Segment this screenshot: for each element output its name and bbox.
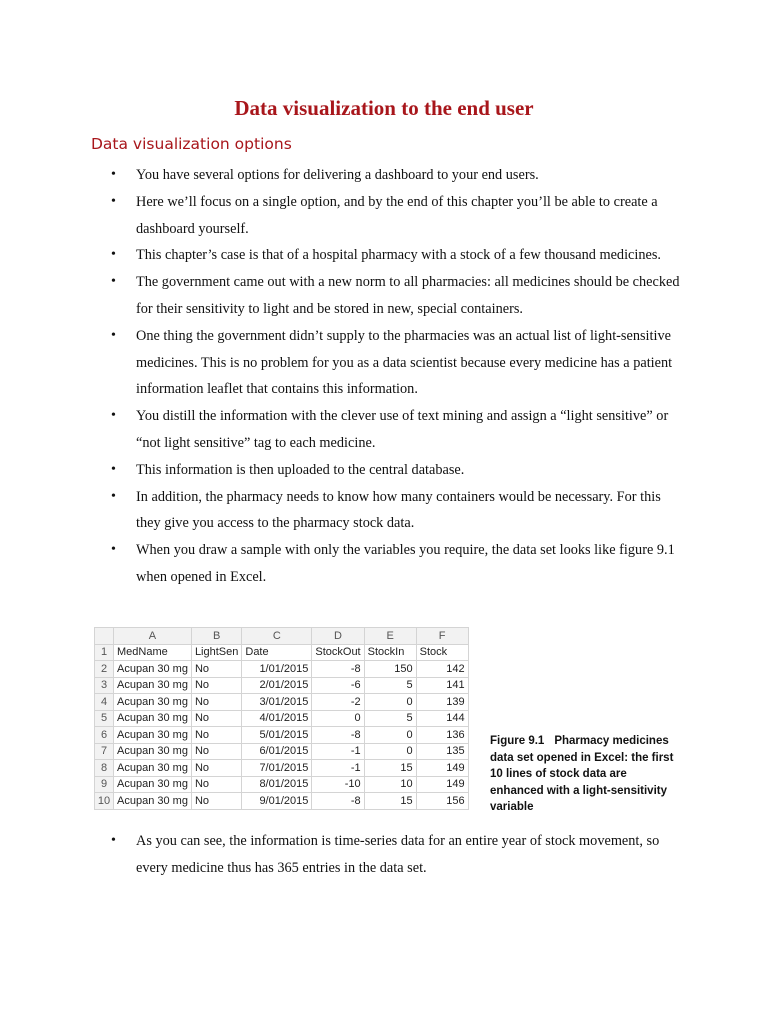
table-row (95, 727, 469, 744)
cell-lightsen: No (191, 677, 241, 694)
cell-medname: Acupan 30 mg (114, 694, 192, 711)
cell-medname: Acupan 30 mg (114, 661, 192, 678)
column-header: StockIn (364, 644, 416, 661)
list-item (0, 484, 768, 538)
list-item (0, 537, 768, 591)
spreadsheet-table (94, 627, 469, 810)
bullet-icon: • (111, 167, 116, 182)
list-item (0, 457, 768, 484)
cell-stock: 156 (416, 793, 468, 810)
bullet-icon: • (111, 408, 116, 424)
column-letter-row (95, 628, 469, 645)
list-item-text: Here we’ll focus on a single option, and by the end of this chapter you’ll be able to create a dashboard yourself. (136, 193, 658, 237)
bullet-icon: • (111, 542, 116, 558)
cell-stockout: -8 (312, 661, 364, 678)
cell-medname: Acupan 30 mg (114, 743, 192, 760)
cell-lightsen: No (191, 661, 241, 678)
cell-medname: Acupan 30 mg (114, 677, 192, 694)
list-item-text: As you can see, the information is time-series data for an entire year of stock movement, so every medicine thus has 365 entries in the data set. (136, 833, 660, 876)
cell-date: 8/01/2015 (242, 776, 312, 793)
table-row (95, 710, 469, 727)
row-number: 4 (95, 694, 114, 711)
cell-stockin: 10 (364, 776, 416, 793)
bullet-icon: • (111, 327, 116, 343)
cell-medname: Acupan 30 mg (114, 776, 192, 793)
figure-number: Figure 9.1 (490, 735, 545, 747)
cell-date: 7/01/2015 (242, 760, 312, 777)
table-row (95, 661, 469, 678)
list-item-text: One thing the government didn’t supply to the pharmacies was an actual list of light-sensitive medicines. This is no problem for you as a data scientist because every medicine has a patient information leaflet that contains this information. (136, 327, 673, 398)
column-header: MedName (114, 644, 192, 661)
list-item (0, 323, 768, 403)
list-item-text: You have several options for delivering a dashboard to your end users. (136, 167, 539, 183)
cell-stockin: 0 (364, 694, 416, 711)
figure-caption-text: Pharmacy medicines data set opened in Excel: the first 10 lines of stock data are enhanced with a light-sensitivity variable (490, 735, 674, 813)
column-header: Stock (416, 644, 468, 661)
cell-stockout: -1 (312, 760, 364, 777)
column-letter: C (242, 628, 312, 645)
bullet-list (0, 162, 768, 591)
cell-stock: 144 (416, 710, 468, 727)
cell-date: 5/01/2015 (242, 727, 312, 744)
bullet-icon: • (111, 274, 116, 290)
cell-stock: 142 (416, 661, 468, 678)
cell-medname: Acupan 30 mg (114, 793, 192, 810)
cell-stock: 149 (416, 760, 468, 777)
list-item (0, 403, 768, 457)
cell-date: 2/01/2015 (242, 677, 312, 694)
list-item-text: When you draw a sample with only the variables you require, the data set looks like figure 9.1 when opened in Excel. (136, 542, 675, 585)
cell-stockout: -1 (312, 743, 364, 760)
cell-stock: 136 (416, 727, 468, 744)
cell-date: 6/01/2015 (242, 743, 312, 760)
column-letter: A (114, 628, 192, 645)
table-row (95, 694, 469, 711)
table-row (95, 760, 469, 777)
document-title: Data visualization to the end user (234, 96, 534, 120)
section-heading: Data visualization options (91, 135, 292, 153)
column-header: Date (242, 644, 312, 661)
cell-stockin: 5 (364, 710, 416, 727)
column-header: StockOut (312, 644, 364, 661)
list-item-text: This chapter’s case is that of a hospital pharmacy with a stock of a few thousand medicines. (136, 247, 661, 264)
cell-stock: 139 (416, 694, 468, 711)
list-item (0, 242, 768, 269)
cell-lightsen: No (191, 694, 241, 711)
cell-lightsen: No (191, 743, 241, 760)
cell-stockout: -2 (312, 694, 364, 711)
cell-lightsen: No (191, 793, 241, 810)
bullet-icon: • (111, 488, 116, 504)
table-row (95, 793, 469, 810)
cell-date: 4/01/2015 (242, 710, 312, 727)
list-item (0, 162, 768, 189)
cell-date: 3/01/2015 (242, 694, 312, 711)
bullet-icon: • (111, 833, 116, 848)
list-item (0, 269, 768, 323)
row-number: 7 (95, 743, 114, 760)
list-item-text: This information is then uploaded to the central database. (136, 461, 465, 478)
cell-stockin: 15 (364, 760, 416, 777)
cell-lightsen: No (191, 710, 241, 727)
cell-stockout: -8 (312, 793, 364, 810)
bullet-icon: • (111, 193, 116, 209)
column-header: LightSen (191, 644, 241, 661)
cell-stock: 149 (416, 776, 468, 793)
cell-stock: 141 (416, 677, 468, 694)
table-row (95, 677, 469, 694)
cell-stockout: -6 (312, 677, 364, 694)
figure-9-1 (94, 627, 684, 817)
cell-lightsen: No (191, 760, 241, 777)
list-item (0, 828, 768, 882)
column-letter: F (416, 628, 468, 645)
cell-stockin: 15 (364, 793, 416, 810)
column-letter: D (312, 628, 364, 645)
row-number: 1 (95, 644, 114, 661)
row-number: 9 (95, 776, 114, 793)
cell-stockin: 0 (364, 743, 416, 760)
corner-cell (95, 628, 114, 645)
table-row (95, 776, 469, 793)
row-number: 8 (95, 760, 114, 777)
cell-medname: Acupan 30 mg (114, 710, 192, 727)
list-item (0, 189, 768, 243)
list-item-text: You distill the information with the clever use of text mining and assign a “light sensitive” or “not light sensitive” tag to each medicine. (136, 408, 669, 451)
bullet-icon: • (111, 247, 116, 263)
column-letter: B (191, 628, 241, 645)
list-item-text: In addition, the pharmacy needs to know how many containers would be necessary. For this they give you access to the pharmacy stock data. (136, 488, 661, 532)
row-number: 6 (95, 727, 114, 744)
cell-date: 1/01/2015 (242, 661, 312, 678)
table-header-row (95, 644, 469, 661)
cell-stock: 135 (416, 743, 468, 760)
cell-stockin: 5 (364, 677, 416, 694)
cell-stockin: 150 (364, 661, 416, 678)
row-number: 10 (95, 793, 114, 810)
cell-medname: Acupan 30 mg (114, 760, 192, 777)
cell-lightsen: No (191, 776, 241, 793)
cell-date: 9/01/2015 (242, 793, 312, 810)
cell-stockout: 0 (312, 710, 364, 727)
cell-medname: Acupan 30 mg (114, 727, 192, 744)
cell-stockin: 0 (364, 727, 416, 744)
row-number: 2 (95, 661, 114, 678)
list-item-text: The government came out with a new norm to all pharmacies: all medicines should be checked for their sensitivity to light and be stored in new, special containers. (136, 274, 680, 317)
cell-lightsen: No (191, 727, 241, 744)
column-letter: E (364, 628, 416, 645)
bullet-icon: • (111, 461, 116, 477)
cell-stockout: -10 (312, 776, 364, 793)
row-number: 3 (95, 677, 114, 694)
table-row (95, 743, 469, 760)
figure-caption (490, 733, 680, 816)
bullet-list-after-figure (0, 828, 768, 882)
cell-stockout: -8 (312, 727, 364, 744)
row-number: 5 (95, 710, 114, 727)
